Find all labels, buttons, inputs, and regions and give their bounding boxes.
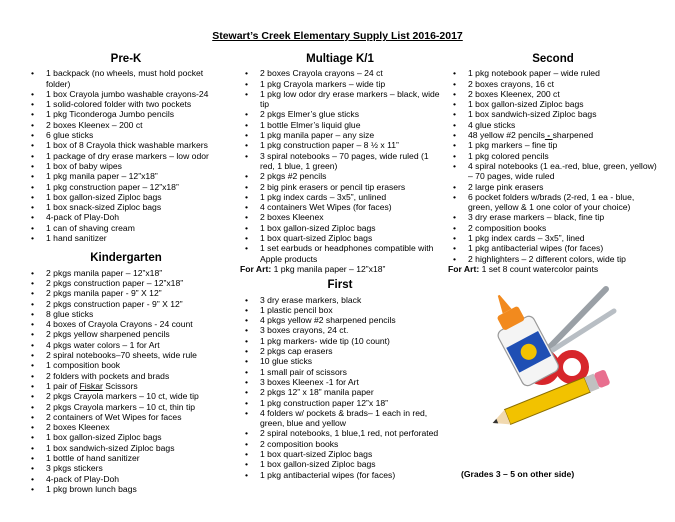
list-item: • 1 pkg low odor dry erase markers – black, wide tip (240, 89, 440, 110)
list-item: • 1 pkg manila paper – 12”x18” (26, 171, 226, 181)
list-multiage (240, 68, 440, 264)
list-item: • 1 box sandwich-sized Ziploc bags (26, 443, 226, 453)
list-item: • 1 box gallon-sized Ziploc bags (26, 192, 226, 202)
heading-multiage: Multiage K/1 (306, 53, 374, 65)
list-item: • 4 boxes of Crayola Crayons - 24 count (26, 319, 226, 329)
list-item: • 3 pkgs stickers (26, 463, 226, 473)
list-item: • 1 composition book (26, 360, 226, 370)
column-prek-kindergarten (26, 52, 226, 494)
list-item: • 48 yellow #2 pencils - sharpened (448, 130, 658, 140)
list-item: • 1 box sandwich-sized Ziploc bags (448, 109, 658, 119)
heading-first: First (327, 279, 353, 292)
list-item: • 1 small pair of scissors (240, 367, 440, 377)
list-item: • 4 folders w/ pockets & brads– 1 each in red, green, blue and yellow (240, 408, 440, 429)
list-item: • 1 pkg markers- wide tip (10 count) (240, 336, 440, 346)
list-item: • 2 pkgs cap erasers (240, 346, 440, 356)
list-item: • 10 glue sticks (240, 356, 440, 366)
list-item: • 1 package of dry erase markers – low odor (26, 151, 226, 161)
list-item: • 1 pkg markers – fine tip (448, 140, 658, 150)
list-item: • 2 boxes Kleenex (26, 422, 226, 432)
heading-kindergarten: Kindergarten (90, 252, 162, 265)
list-item: • 2 boxes Kleenex – 200 ct (26, 120, 226, 130)
list-second-2 (448, 140, 658, 264)
list-item: • 1 pkg construction paper 12”x 18” (240, 398, 440, 408)
list-item: • 2 pkgs yellow sharpened pencils (26, 329, 226, 339)
list-item: • 1 bottle Elmer’s liquid glue (240, 120, 440, 130)
list-item: • 1 pkg colored pencils (448, 151, 658, 161)
list-item: • 1 pkg antibacterial wipes (for faces) (448, 243, 658, 253)
list-item: • 2 composition books (448, 223, 658, 233)
list-item: • 1 box gallon-sized Ziploc bags (240, 223, 440, 233)
list-item: • 1 pkg index cards – 3x5”, lined (448, 233, 658, 243)
list-item: • 1 backpack (no wheels, must hold pocket folder) (26, 68, 226, 89)
list-item: • 2 pkgs #2 pencils (240, 171, 440, 181)
list-item: • 2 pkgs construction paper - 9” X 12” (26, 299, 226, 309)
list-item: • 4 spiral notebooks (1 ea.-red, blue, green, yellow) – 70 pages, wide ruled (448, 161, 658, 182)
list-item: • 2 boxes Kleenex (240, 212, 440, 222)
column-second (448, 52, 658, 274)
list-second (448, 68, 658, 130)
multiage-art-note: For Art: 1 pkg manila paper – 12”x18” (240, 263, 386, 274)
list-item: • 1 pkg index cards – 3x5”, unlined (240, 192, 440, 202)
list-item: • 1 box quart-sized Ziploc bags (240, 233, 440, 243)
list-prek (26, 68, 226, 243)
list-item: • 1 box snack-sized Ziploc bags (26, 202, 226, 212)
list-item: • 4-pack of Play-Doh (26, 212, 226, 222)
second-art-note: For Art: 1 set 8 count watercolor paints (448, 263, 599, 274)
list-item: • 2 boxes Kleenex, 200 ct (448, 89, 658, 99)
list-item: • 1 box of 8 Crayola thick washable markers (26, 140, 226, 150)
list-item: • 2 large pink erasers (448, 182, 658, 192)
list-item: • 1 box gallon-sized Ziploc bags (240, 459, 440, 469)
list-first (240, 295, 440, 480)
list-item: • 1 plastic pencil box (240, 305, 440, 315)
list-item: • 2 boxes crayons, 16 ct (448, 79, 658, 89)
list-item: • 6 glue sticks (26, 130, 226, 140)
list-item: • 3 boxes crayons, 24 ct. (240, 325, 440, 335)
list-kindergarten-fiskar (26, 381, 226, 391)
list-item: • 2 spiral notebooks, 1 blue,1 red, not perforated (240, 428, 440, 438)
heading-prek: Pre-K (110, 53, 142, 65)
list-item: • 1 box gallon-sized Ziploc bags (26, 432, 226, 442)
list-item: • 2 pkgs manila paper – 12”x18” (26, 268, 226, 278)
list-item: • 2 pkgs manila paper - 9” X 12” (26, 288, 226, 298)
list-kindergarten-2 (26, 391, 226, 494)
list-kindergarten (26, 268, 226, 381)
list-item: • 2 pkgs Crayola markers – 10 ct, wide tip (26, 391, 226, 401)
list-item: • 2 big pink erasers or pencil tip erasers (240, 182, 440, 192)
list-item: • 1 pkg Crayola markers – wide tip (240, 79, 440, 89)
list-item: • 2 composition books (240, 439, 440, 449)
list-item: • 3 spiral notebooks – 70 pages, wide ruled (1 red, 1 blue, 1 green) (240, 151, 440, 172)
list-item: • 1 pair of Fiskar Scissors (26, 381, 226, 391)
list-item: • 1 solid-colored folder with two pockets (26, 99, 226, 109)
list-item: • 1 pkg construction paper – 8 ½ x 11” (240, 140, 440, 150)
list-item: • 1 hand sanitizer (26, 233, 226, 243)
list-item: • 4 pkgs water colors – 1 for Art (26, 340, 226, 350)
grades-note: (Grades 3 – 5 on other side) (461, 469, 575, 479)
list-item: • 1 pkg manila paper – any size (240, 130, 440, 140)
list-item: • 2 pkgs construction paper – 12”x18” (26, 278, 226, 288)
list-item: • 1 bottle of hand sanitizer (26, 453, 226, 463)
list-item: • 1 box gallon-sized Ziploc bags (448, 99, 658, 109)
list-item: • 4 glue sticks (448, 120, 658, 130)
list-item: • 1 box quart-sized Ziploc bags (240, 449, 440, 459)
list-item: • 6 pocket folders w/brads (2-red, 1 ea - blue, green, yellow & 1 one color of your choice) (448, 192, 658, 213)
list-item: • 1 pkg brown lunch bags (26, 484, 226, 494)
list-item: • 3 dry erase markers – black, fine tip (448, 212, 658, 222)
list-item: • 3 dry erase markers, black (240, 295, 440, 305)
list-item: • 2 boxes Crayola crayons – 24 ct (240, 68, 440, 78)
glue-bottle-icon (486, 286, 560, 388)
list-item: • 2 containers of Wet Wipes for faces (26, 412, 226, 422)
list-item: • 3 boxes Kleenex -1 for Art (240, 377, 440, 387)
list-item: • 1 box Crayola jumbo washable crayons-24 (26, 89, 226, 99)
list-item: • 2 highlighters – 2 different colors, wide tip (448, 254, 658, 264)
list-item: • 2 pkgs Elmer’s glue sticks (240, 109, 440, 119)
list-item: • 2 folders with pockets and brads (26, 371, 226, 381)
list-item: • 1 pkg construction paper – 12”x18” (26, 182, 226, 192)
heading-second: Second (532, 53, 574, 65)
list-item: • 4 containers Wet Wipes (for faces) (240, 202, 440, 212)
list-item: • 8 glue sticks (26, 309, 226, 319)
column-multiage-first (240, 52, 440, 480)
page-title: Stewart’s Creek Elementary Supply List 2016-2017 (212, 30, 463, 42)
list-item: • 2 pkgs 12” x 18” manila paper (240, 387, 440, 397)
school-supplies-clipart (486, 281, 618, 429)
list-item: • 4-pack of Play-Doh (26, 474, 226, 484)
list-second-pencils (448, 130, 658, 140)
list-item: • 1 can of shaving cream (26, 223, 226, 233)
list-item: • 1 pkg Ticonderoga Jumbo pencils (26, 109, 226, 119)
list-item: • 1 pkg antibacterial wipes (for faces) (240, 470, 440, 480)
list-item: • 1 box of baby wipes (26, 161, 226, 171)
list-item: • 2 pkgs Crayola markers – 10 ct, thin tip (26, 402, 226, 412)
list-item: • 4 pkgs yellow #2 sharpened pencils (240, 315, 440, 325)
list-item: • 2 spiral notebooks–70 sheets, wide rule (26, 350, 226, 360)
list-item: • 1 pkg notebook paper – wide ruled (448, 68, 658, 78)
list-item: • 1 set earbuds or headphones compatible with Apple products (240, 243, 440, 264)
